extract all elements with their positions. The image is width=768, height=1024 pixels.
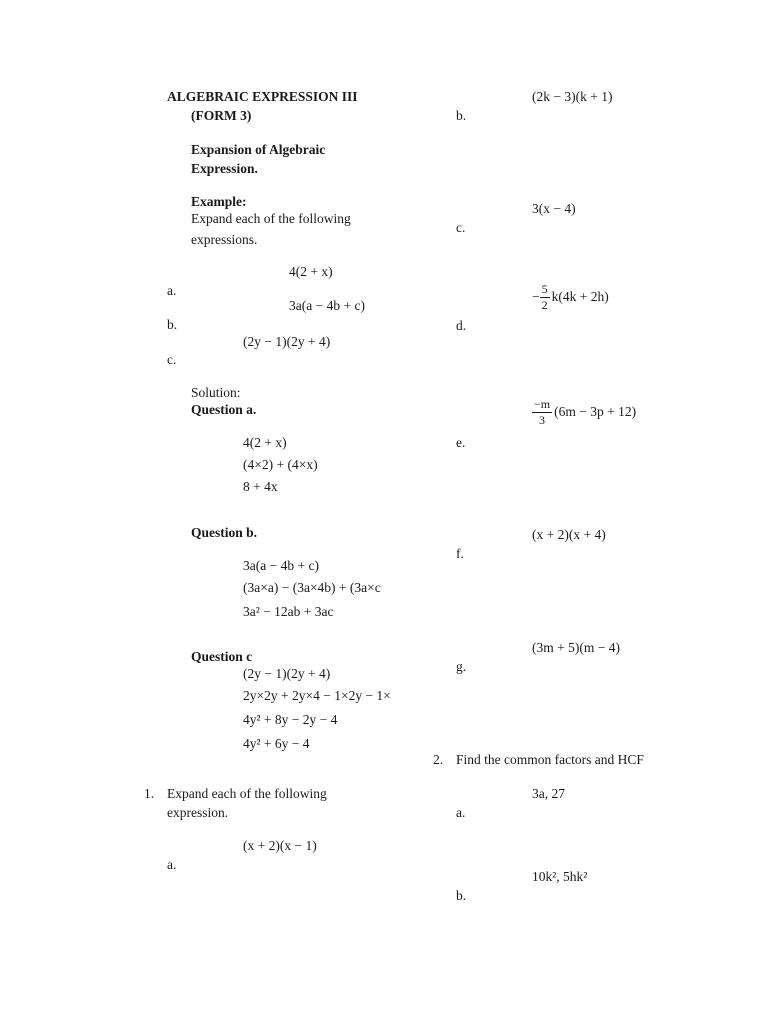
question-c-step: (2y − 1)(2y + 4)	[243, 666, 331, 681]
question-c-title: Question c	[191, 649, 253, 664]
example-instruction-line2: expressions.	[191, 232, 258, 247]
exercise-2-expr-b: 10k², 5hk²	[532, 869, 588, 884]
question-c-step: 4y² + 6y − 4	[243, 736, 310, 751]
exercise-2-expr-a: 3a, 27	[532, 786, 565, 801]
exercise-1-label-b: b.	[456, 108, 467, 123]
question-a-step: (4×2) + (4×x)	[243, 457, 318, 472]
example-expr-a: 4(2 + x)	[289, 264, 333, 279]
exercise-1-label-g: g.	[456, 659, 467, 674]
exercise-2-label-a: a.	[456, 805, 466, 820]
example-heading: Example:	[191, 194, 247, 209]
section-title-line2: Expression.	[191, 161, 258, 176]
fraction-denominator: 2	[541, 297, 548, 312]
question-a-step: 8 + 4x	[243, 479, 278, 494]
question-b-step: (3a×a) − (3a×4b) + (3a×c	[243, 581, 381, 595]
question-a-title: Question a.	[191, 402, 257, 417]
exercise-1-label-d: d.	[456, 318, 467, 333]
exercise-1-expr-c: 3(x − 4)	[532, 201, 576, 216]
document-subtitle: (FORM 3)	[191, 108, 252, 123]
exercise-1-label-c: c.	[456, 220, 466, 235]
example-instruction-line1: Expand each of the following	[191, 211, 351, 226]
example-label-c: c.	[167, 352, 177, 367]
exercise-1-instruction-line1: Expand each of the following	[167, 786, 327, 801]
fraction-numerator: 5	[541, 282, 548, 296]
question-c-step: 2y×2y + 2y×4 − 1×2y − 1×	[243, 689, 391, 703]
exercise-1-expr-f: (x + 2)(x + 4)	[532, 527, 606, 542]
question-b-step: 3a² − 12ab + 3ac	[243, 604, 334, 619]
exercise-1-expr-g: (3m + 5)(m − 4)	[532, 640, 620, 655]
exercise-1-label-e: e.	[456, 435, 466, 450]
question-c-step: 4y² + 8y − 2y − 4	[243, 712, 338, 727]
fraction	[540, 283, 550, 311]
expression-body: k(4k + 2h)	[551, 289, 609, 305]
example-expr-b: 3a(a − 4b + c)	[289, 298, 365, 313]
example-label-b: b.	[167, 317, 178, 332]
exercise-1-expr-b: (2k − 3)(k + 1)	[532, 89, 613, 104]
exercise-1-expr-e	[532, 398, 636, 426]
exercise-1-label-a: a.	[167, 857, 177, 872]
exercise-1-label-f: f.	[456, 546, 464, 561]
exercise-1-number: 1.	[144, 786, 155, 801]
solution-heading: Solution:	[191, 385, 241, 400]
minus-sign: −	[532, 289, 540, 305]
fraction	[532, 398, 552, 426]
section-title-line1: Expansion of Algebraic	[191, 142, 326, 157]
example-label-a: a.	[167, 283, 177, 298]
exercise-2-instruction: Find the common factors and HCF	[456, 752, 644, 767]
example-expr-c: (2y − 1)(2y + 4)	[243, 334, 331, 349]
exercise-1-expr-d	[532, 283, 609, 311]
expression-body: (6m − 3p + 12)	[554, 404, 637, 420]
question-b-title: Question b.	[191, 525, 258, 540]
question-b-step: 3a(a − 4b + c)	[243, 558, 319, 573]
document-title: ALGEBRAIC EXPRESSION III	[167, 89, 358, 104]
exercise-2-number: 2.	[433, 752, 444, 767]
exercise-2-label-b: b.	[456, 888, 467, 903]
fraction-numerator: −m	[534, 397, 551, 411]
fraction-denominator: 3	[539, 412, 546, 427]
question-a-step: 4(2 + x)	[243, 435, 287, 450]
exercise-1-instruction-line2: expression.	[167, 805, 229, 820]
exercise-1-expr-a: (x + 2)(x − 1)	[243, 838, 317, 853]
